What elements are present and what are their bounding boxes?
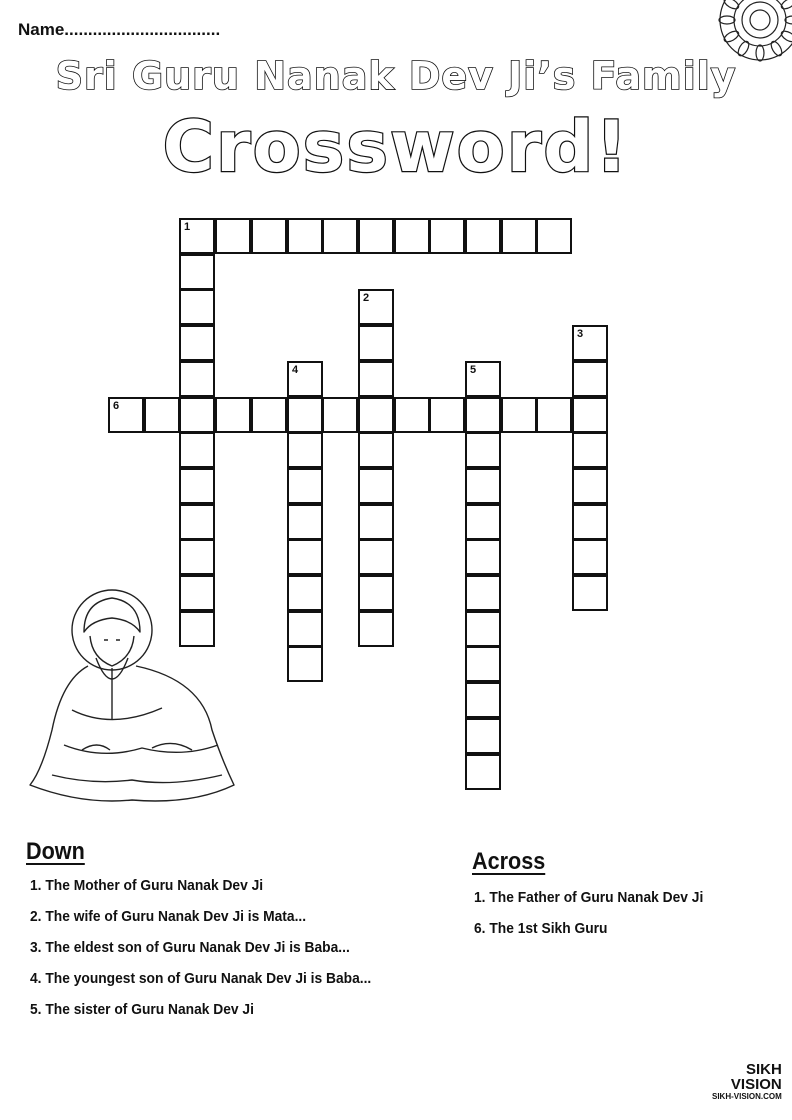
down-clue-1: 1. The Mother of Guru Nanak Dev Ji bbox=[30, 877, 264, 894]
crossword-cell[interactable] bbox=[536, 218, 572, 254]
crossword-cell[interactable] bbox=[572, 361, 608, 397]
crossword-cell[interactable] bbox=[572, 397, 608, 433]
crossword-cell[interactable] bbox=[465, 361, 501, 397]
crossword-cell[interactable] bbox=[358, 397, 394, 433]
crossword-cell[interactable] bbox=[287, 468, 323, 504]
crossword-cell[interactable] bbox=[179, 432, 215, 468]
crossword-cell[interactable] bbox=[287, 432, 323, 468]
crossword-cell[interactable] bbox=[465, 646, 501, 682]
crossword-cell[interactable] bbox=[179, 325, 215, 361]
crossword-cell[interactable] bbox=[465, 611, 501, 647]
crossword-cell[interactable] bbox=[358, 325, 394, 361]
logo-word-2: VISION bbox=[730, 1076, 782, 1093]
crossword-cell[interactable] bbox=[358, 289, 394, 325]
crossword-cell[interactable] bbox=[287, 646, 323, 682]
crossword-cell[interactable] bbox=[179, 397, 215, 433]
crossword-cell[interactable] bbox=[572, 575, 608, 611]
crossword-cell[interactable] bbox=[179, 504, 215, 540]
clue-number: 1 bbox=[184, 221, 191, 233]
down-clue-4: 4. The youngest son of Guru Nanak Dev Ji is Baba... bbox=[30, 970, 372, 987]
crossword-cell[interactable] bbox=[215, 397, 251, 433]
crossword-cell[interactable] bbox=[465, 754, 501, 790]
crossword-cell[interactable] bbox=[287, 361, 323, 397]
crossword-cell[interactable] bbox=[179, 254, 215, 290]
crossword-cell[interactable] bbox=[394, 397, 430, 433]
across-heading: Across bbox=[472, 848, 546, 875]
crossword-cell[interactable] bbox=[358, 504, 394, 540]
crossword-cell[interactable] bbox=[179, 468, 215, 504]
crossword-cell[interactable] bbox=[572, 432, 608, 468]
page-title-line1: Sri Guru Nanak Dev Ji’s Family bbox=[55, 54, 737, 98]
across-clue-6: 6. The 1st Sikh Guru bbox=[474, 920, 608, 937]
clue-number: 5 bbox=[470, 364, 477, 376]
crossword-cell[interactable] bbox=[465, 397, 501, 433]
down-clue-3: 3. The eldest son of Guru Nanak Dev Ji is Baba... bbox=[30, 939, 350, 956]
down-clue-list bbox=[30, 870, 401, 1025]
clue-number: 4 bbox=[292, 364, 299, 376]
crossword-cell[interactable] bbox=[429, 218, 465, 254]
down-heading: Down bbox=[26, 838, 85, 865]
clue-number: 2 bbox=[363, 292, 370, 304]
across-clue-1: 1. The Father of Guru Nanak Dev Ji bbox=[474, 889, 704, 906]
crossword-cell[interactable] bbox=[465, 718, 501, 754]
crossword-cell[interactable] bbox=[287, 504, 323, 540]
sikh-vision-logo bbox=[712, 1062, 782, 1101]
crossword-cell[interactable] bbox=[144, 397, 180, 433]
crossword-cell[interactable] bbox=[215, 218, 251, 254]
crossword-cell[interactable] bbox=[465, 468, 501, 504]
crossword-cell[interactable] bbox=[465, 218, 501, 254]
clue-number: 6 bbox=[113, 400, 120, 412]
page-title-line2: Crossword! bbox=[162, 106, 630, 188]
crossword-cell[interactable] bbox=[179, 289, 215, 325]
crossword-cell[interactable] bbox=[287, 611, 323, 647]
crossword-cell[interactable] bbox=[358, 611, 394, 647]
crossword-cell[interactable] bbox=[108, 397, 144, 433]
crossword-cell[interactable] bbox=[179, 218, 215, 254]
crossword-cell[interactable] bbox=[501, 218, 537, 254]
crossword-cell[interactable] bbox=[358, 468, 394, 504]
crossword-cell[interactable] bbox=[179, 361, 215, 397]
crossword-cell[interactable] bbox=[572, 325, 608, 361]
down-clue-5: 5. The sister of Guru Nanak Dev Ji bbox=[30, 1001, 254, 1018]
down-clue-2: 2. The wife of Guru Nanak Dev Ji is Mata... bbox=[30, 908, 307, 925]
crossword-cell[interactable] bbox=[358, 539, 394, 575]
crossword-cell[interactable] bbox=[358, 361, 394, 397]
crossword-cell[interactable] bbox=[536, 397, 572, 433]
crossword-cell[interactable] bbox=[501, 397, 537, 433]
across-clue-list bbox=[474, 882, 723, 944]
crossword-cell[interactable] bbox=[465, 575, 501, 611]
crossword-cell[interactable] bbox=[287, 539, 323, 575]
crossword-cell[interactable] bbox=[465, 432, 501, 468]
crossword-cell[interactable] bbox=[394, 218, 430, 254]
crossword-cell[interactable] bbox=[465, 504, 501, 540]
crossword-cell[interactable] bbox=[179, 539, 215, 575]
crossword-cell[interactable] bbox=[287, 575, 323, 611]
crossword-cell[interactable] bbox=[572, 504, 608, 540]
name-field-label: Name................................. bbox=[18, 20, 221, 39]
crossword-cell[interactable] bbox=[322, 397, 358, 433]
logo-word-1: SIKH bbox=[745, 1061, 782, 1078]
clue-number: 3 bbox=[577, 328, 584, 340]
crossword-cell[interactable] bbox=[358, 575, 394, 611]
crossword-cell[interactable] bbox=[358, 218, 394, 254]
crossword-cell[interactable] bbox=[572, 539, 608, 575]
crossword-cell[interactable] bbox=[322, 218, 358, 254]
crossword-cell[interactable] bbox=[358, 432, 394, 468]
crossword-cell[interactable] bbox=[572, 468, 608, 504]
crossword-cell[interactable] bbox=[251, 218, 287, 254]
crossword-cell[interactable] bbox=[429, 397, 465, 433]
crossword-cell[interactable] bbox=[287, 218, 323, 254]
crossword-cell[interactable] bbox=[251, 397, 287, 433]
crossword-cell[interactable] bbox=[465, 682, 501, 718]
guru-nanak-illustration bbox=[22, 580, 242, 810]
crossword-cell[interactable] bbox=[465, 539, 501, 575]
logo-url: SIKH-VISION.COM bbox=[712, 1092, 782, 1101]
crossword-cell[interactable] bbox=[287, 397, 323, 433]
